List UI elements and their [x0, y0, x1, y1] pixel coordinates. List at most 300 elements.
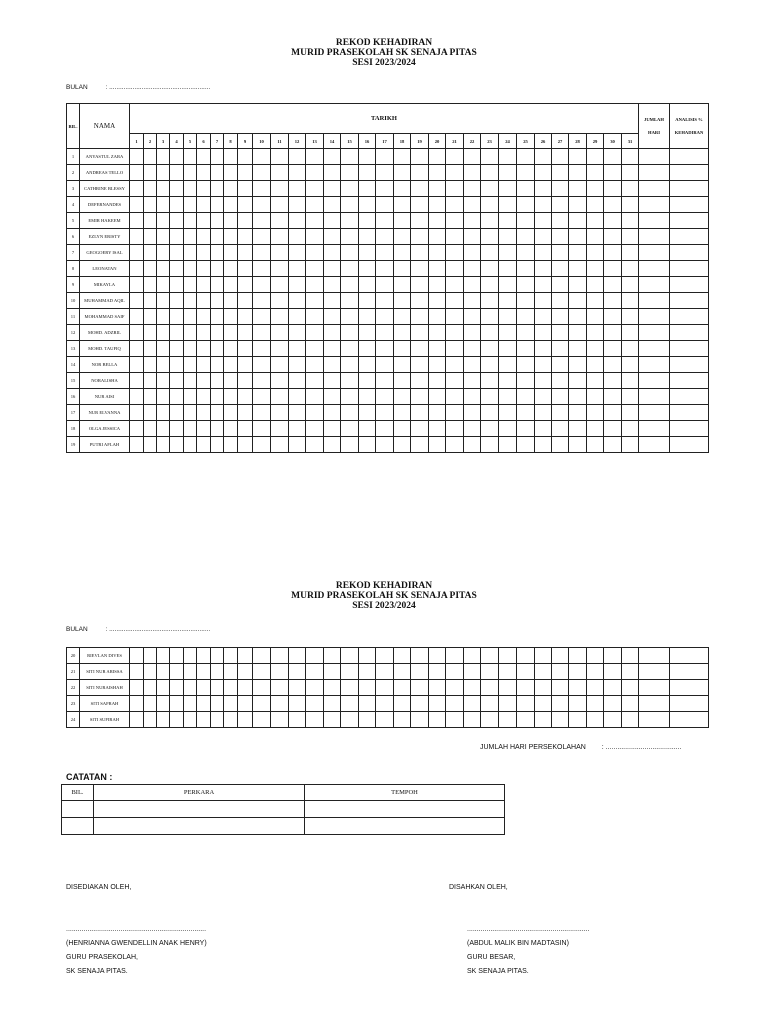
attendance-cell[interactable] [411, 421, 429, 437]
attendance-cell[interactable] [289, 696, 306, 712]
attendance-cell[interactable] [499, 149, 517, 165]
attendance-cell[interactable] [587, 213, 604, 229]
attendance-cell[interactable] [411, 405, 429, 421]
attendance-cell[interactable] [197, 181, 211, 197]
attendance-cell[interactable] [238, 437, 253, 453]
attendance-cell[interactable] [253, 309, 271, 325]
attendance-cell[interactable] [130, 229, 144, 245]
attendance-cell[interactable] [211, 341, 224, 357]
attendance-cell[interactable] [517, 309, 535, 325]
attendance-cell[interactable] [253, 437, 271, 453]
attendance-cell[interactable] [224, 405, 238, 421]
attendance-cell[interactable] [238, 712, 253, 728]
attendance-cell[interactable] [157, 357, 170, 373]
attendance-cell[interactable] [535, 149, 552, 165]
catatan-cell[interactable] [62, 801, 94, 818]
attendance-cell[interactable] [535, 421, 552, 437]
attendance-cell[interactable] [429, 181, 446, 197]
attendance-cell[interactable] [306, 245, 324, 261]
analisis-cell[interactable] [670, 213, 709, 229]
attendance-cell[interactable] [394, 389, 411, 405]
attendance-cell[interactable] [569, 680, 587, 696]
attendance-cell[interactable] [464, 293, 481, 309]
attendance-cell[interactable] [499, 405, 517, 421]
attendance-cell[interactable] [376, 277, 394, 293]
attendance-cell[interactable] [253, 341, 271, 357]
attendance-cell[interactable] [130, 648, 144, 664]
attendance-cell[interactable] [130, 437, 144, 453]
attendance-cell[interactable] [517, 648, 535, 664]
attendance-cell[interactable] [238, 696, 253, 712]
attendance-cell[interactable] [446, 664, 464, 680]
attendance-cell[interactable] [324, 213, 341, 229]
attendance-cell[interactable] [170, 261, 184, 277]
attendance-cell[interactable] [587, 277, 604, 293]
attendance-cell[interactable] [341, 712, 359, 728]
attendance-cell[interactable] [411, 149, 429, 165]
attendance-cell[interactable] [306, 648, 324, 664]
attendance-cell[interactable] [587, 712, 604, 728]
attendance-cell[interactable] [552, 293, 569, 309]
attendance-cell[interactable] [499, 245, 517, 261]
attendance-cell[interactable] [197, 341, 211, 357]
attendance-cell[interactable] [622, 149, 639, 165]
attendance-cell[interactable] [289, 405, 306, 421]
analisis-cell[interactable] [670, 293, 709, 309]
attendance-cell[interactable] [604, 437, 622, 453]
attendance-cell[interactable] [157, 648, 170, 664]
attendance-cell[interactable] [289, 165, 306, 181]
attendance-cell[interactable] [184, 181, 197, 197]
attendance-cell[interactable] [429, 696, 446, 712]
attendance-cell[interactable] [184, 213, 197, 229]
attendance-cell[interactable] [341, 325, 359, 341]
analisis-cell[interactable] [670, 648, 709, 664]
attendance-cell[interactable] [587, 229, 604, 245]
jumlah-hari-cell[interactable] [639, 648, 670, 664]
attendance-cell[interactable] [197, 437, 211, 453]
analisis-cell[interactable] [670, 680, 709, 696]
attendance-cell[interactable] [289, 229, 306, 245]
attendance-cell[interactable] [411, 197, 429, 213]
attendance-cell[interactable] [464, 325, 481, 341]
attendance-cell[interactable] [253, 293, 271, 309]
attendance-cell[interactable] [464, 165, 481, 181]
attendance-cell[interactable] [324, 181, 341, 197]
attendance-cell[interactable] [238, 389, 253, 405]
attendance-cell[interactable] [130, 293, 144, 309]
attendance-cell[interactable] [411, 680, 429, 696]
attendance-cell[interactable] [170, 197, 184, 213]
attendance-cell[interactable] [622, 421, 639, 437]
attendance-cell[interactable] [411, 325, 429, 341]
attendance-cell[interactable] [130, 261, 144, 277]
attendance-cell[interactable] [587, 325, 604, 341]
attendance-cell[interactable] [569, 357, 587, 373]
attendance-cell[interactable] [359, 181, 376, 197]
attendance-cell[interactable] [569, 405, 587, 421]
attendance-cell[interactable] [411, 341, 429, 357]
attendance-cell[interactable] [324, 197, 341, 213]
attendance-cell[interactable] [604, 325, 622, 341]
attendance-cell[interactable] [211, 357, 224, 373]
attendance-cell[interactable] [359, 165, 376, 181]
attendance-cell[interactable] [238, 680, 253, 696]
attendance-cell[interactable] [253, 213, 271, 229]
attendance-cell[interactable] [197, 261, 211, 277]
attendance-cell[interactable] [552, 197, 569, 213]
attendance-cell[interactable] [446, 373, 464, 389]
attendance-cell[interactable] [157, 437, 170, 453]
attendance-cell[interactable] [517, 712, 535, 728]
attendance-cell[interactable] [184, 664, 197, 680]
attendance-cell[interactable] [464, 149, 481, 165]
attendance-cell[interactable] [197, 357, 211, 373]
attendance-cell[interactable] [587, 405, 604, 421]
attendance-cell[interactable] [552, 648, 569, 664]
attendance-cell[interactable] [184, 325, 197, 341]
attendance-cell[interactable] [271, 648, 289, 664]
attendance-cell[interactable] [197, 648, 211, 664]
attendance-cell[interactable] [622, 261, 639, 277]
jumlah-hari-cell[interactable] [639, 357, 670, 373]
attendance-cell[interactable] [359, 664, 376, 680]
attendance-cell[interactable] [306, 213, 324, 229]
analisis-cell[interactable] [670, 421, 709, 437]
attendance-cell[interactable] [144, 309, 157, 325]
attendance-cell[interactable] [170, 277, 184, 293]
attendance-cell[interactable] [253, 197, 271, 213]
attendance-cell[interactable] [306, 309, 324, 325]
attendance-cell[interactable] [184, 197, 197, 213]
attendance-cell[interactable] [130, 712, 144, 728]
attendance-cell[interactable] [144, 405, 157, 421]
attendance-cell[interactable] [376, 309, 394, 325]
attendance-cell[interactable] [587, 309, 604, 325]
jumlah-hari-cell[interactable] [639, 421, 670, 437]
attendance-cell[interactable] [376, 181, 394, 197]
attendance-cell[interactable] [446, 421, 464, 437]
attendance-cell[interactable] [211, 325, 224, 341]
attendance-cell[interactable] [324, 293, 341, 309]
attendance-cell[interactable] [464, 664, 481, 680]
attendance-cell[interactable] [170, 680, 184, 696]
attendance-cell[interactable] [341, 181, 359, 197]
attendance-cell[interactable] [622, 213, 639, 229]
attendance-cell[interactable] [429, 437, 446, 453]
attendance-cell[interactable] [481, 648, 499, 664]
attendance-cell[interactable] [289, 421, 306, 437]
attendance-cell[interactable] [394, 405, 411, 421]
attendance-cell[interactable] [238, 341, 253, 357]
attendance-cell[interactable] [289, 245, 306, 261]
attendance-cell[interactable] [535, 341, 552, 357]
attendance-cell[interactable] [411, 696, 429, 712]
attendance-cell[interactable] [464, 261, 481, 277]
attendance-cell[interactable] [130, 389, 144, 405]
attendance-cell[interactable] [622, 437, 639, 453]
attendance-cell[interactable] [224, 421, 238, 437]
attendance-cell[interactable] [184, 389, 197, 405]
attendance-cell[interactable] [197, 680, 211, 696]
attendance-cell[interactable] [144, 213, 157, 229]
attendance-cell[interactable] [569, 181, 587, 197]
attendance-cell[interactable] [144, 293, 157, 309]
attendance-cell[interactable] [359, 309, 376, 325]
attendance-cell[interactable] [535, 325, 552, 341]
attendance-cell[interactable] [341, 341, 359, 357]
attendance-cell[interactable] [446, 181, 464, 197]
attendance-cell[interactable] [157, 405, 170, 421]
attendance-cell[interactable] [238, 149, 253, 165]
attendance-cell[interactable] [238, 325, 253, 341]
attendance-cell[interactable] [306, 277, 324, 293]
attendance-cell[interactable] [289, 341, 306, 357]
attendance-cell[interactable] [517, 165, 535, 181]
attendance-cell[interactable] [130, 309, 144, 325]
attendance-cell[interactable] [394, 229, 411, 245]
attendance-cell[interactable] [306, 293, 324, 309]
attendance-cell[interactable] [197, 421, 211, 437]
attendance-cell[interactable] [622, 197, 639, 213]
attendance-cell[interactable] [481, 181, 499, 197]
attendance-cell[interactable] [157, 165, 170, 181]
attendance-cell[interactable] [394, 197, 411, 213]
attendance-cell[interactable] [144, 664, 157, 680]
attendance-cell[interactable] [552, 277, 569, 293]
attendance-cell[interactable] [535, 357, 552, 373]
attendance-cell[interactable] [604, 245, 622, 261]
attendance-cell[interactable] [376, 373, 394, 389]
attendance-cell[interactable] [170, 325, 184, 341]
attendance-cell[interactable] [517, 197, 535, 213]
attendance-cell[interactable] [394, 325, 411, 341]
attendance-cell[interactable] [446, 261, 464, 277]
attendance-cell[interactable] [238, 261, 253, 277]
attendance-cell[interactable] [170, 357, 184, 373]
attendance-cell[interactable] [499, 293, 517, 309]
attendance-cell[interactable] [411, 293, 429, 309]
attendance-cell[interactable] [324, 680, 341, 696]
attendance-cell[interactable] [622, 357, 639, 373]
attendance-cell[interactable] [224, 664, 238, 680]
attendance-cell[interactable] [157, 149, 170, 165]
attendance-cell[interactable] [552, 664, 569, 680]
attendance-cell[interactable] [224, 245, 238, 261]
attendance-cell[interactable] [359, 405, 376, 421]
attendance-cell[interactable] [306, 664, 324, 680]
attendance-cell[interactable] [359, 680, 376, 696]
attendance-cell[interactable] [394, 293, 411, 309]
attendance-cell[interactable] [253, 325, 271, 341]
attendance-cell[interactable] [394, 696, 411, 712]
attendance-cell[interactable] [499, 712, 517, 728]
attendance-cell[interactable] [622, 325, 639, 341]
attendance-cell[interactable] [238, 309, 253, 325]
analisis-cell[interactable] [670, 309, 709, 325]
attendance-cell[interactable] [253, 181, 271, 197]
attendance-cell[interactable] [211, 293, 224, 309]
attendance-cell[interactable] [157, 341, 170, 357]
attendance-cell[interactable] [211, 229, 224, 245]
attendance-cell[interactable] [604, 149, 622, 165]
attendance-cell[interactable] [157, 213, 170, 229]
attendance-cell[interactable] [306, 261, 324, 277]
attendance-cell[interactable] [587, 664, 604, 680]
attendance-cell[interactable] [289, 437, 306, 453]
attendance-cell[interactable] [481, 357, 499, 373]
attendance-cell[interactable] [604, 664, 622, 680]
attendance-cell[interactable] [224, 437, 238, 453]
attendance-cell[interactable] [446, 229, 464, 245]
attendance-cell[interactable] [517, 277, 535, 293]
attendance-cell[interactable] [184, 245, 197, 261]
attendance-cell[interactable] [271, 680, 289, 696]
attendance-cell[interactable] [359, 149, 376, 165]
attendance-cell[interactable] [587, 293, 604, 309]
attendance-cell[interactable] [464, 680, 481, 696]
attendance-cell[interactable] [604, 357, 622, 373]
attendance-cell[interactable] [464, 712, 481, 728]
attendance-cell[interactable] [144, 357, 157, 373]
attendance-cell[interactable] [341, 357, 359, 373]
attendance-cell[interactable] [211, 648, 224, 664]
attendance-cell[interactable] [253, 165, 271, 181]
attendance-cell[interactable] [324, 664, 341, 680]
attendance-cell[interactable] [535, 277, 552, 293]
attendance-cell[interactable] [376, 696, 394, 712]
attendance-cell[interactable] [211, 165, 224, 181]
attendance-cell[interactable] [552, 229, 569, 245]
attendance-cell[interactable] [394, 357, 411, 373]
attendance-cell[interactable] [376, 261, 394, 277]
attendance-cell[interactable] [499, 680, 517, 696]
attendance-cell[interactable] [359, 712, 376, 728]
attendance-cell[interactable] [411, 309, 429, 325]
attendance-cell[interactable] [197, 245, 211, 261]
attendance-cell[interactable] [341, 213, 359, 229]
attendance-cell[interactable] [359, 197, 376, 213]
attendance-cell[interactable] [376, 165, 394, 181]
jumlah-hari-cell[interactable] [639, 165, 670, 181]
attendance-cell[interactable] [130, 149, 144, 165]
attendance-cell[interactable] [552, 389, 569, 405]
attendance-cell[interactable] [481, 680, 499, 696]
attendance-cell[interactable] [157, 197, 170, 213]
attendance-cell[interactable] [253, 664, 271, 680]
attendance-cell[interactable] [552, 437, 569, 453]
attendance-cell[interactable] [446, 213, 464, 229]
attendance-cell[interactable] [517, 181, 535, 197]
attendance-cell[interactable] [144, 437, 157, 453]
attendance-cell[interactable] [464, 648, 481, 664]
attendance-cell[interactable] [306, 421, 324, 437]
attendance-cell[interactable] [517, 389, 535, 405]
attendance-cell[interactable] [306, 373, 324, 389]
jumlah-hari-cell[interactable] [639, 696, 670, 712]
attendance-cell[interactable] [517, 341, 535, 357]
attendance-cell[interactable] [271, 712, 289, 728]
attendance-cell[interactable] [170, 389, 184, 405]
attendance-cell[interactable] [376, 197, 394, 213]
attendance-cell[interactable] [238, 405, 253, 421]
attendance-cell[interactable] [622, 680, 639, 696]
attendance-cell[interactable] [224, 309, 238, 325]
attendance-cell[interactable] [224, 712, 238, 728]
attendance-cell[interactable] [197, 373, 211, 389]
attendance-cell[interactable] [411, 664, 429, 680]
attendance-cell[interactable] [622, 245, 639, 261]
attendance-cell[interactable] [394, 680, 411, 696]
jumlah-hari-cell[interactable] [639, 680, 670, 696]
attendance-cell[interactable] [622, 229, 639, 245]
attendance-cell[interactable] [170, 165, 184, 181]
attendance-cell[interactable] [306, 341, 324, 357]
attendance-cell[interactable] [341, 261, 359, 277]
attendance-cell[interactable] [394, 149, 411, 165]
attendance-cell[interactable] [271, 197, 289, 213]
attendance-cell[interactable] [324, 245, 341, 261]
attendance-cell[interactable] [224, 325, 238, 341]
attendance-cell[interactable] [411, 261, 429, 277]
attendance-cell[interactable] [271, 309, 289, 325]
attendance-cell[interactable] [130, 373, 144, 389]
attendance-cell[interactable] [604, 421, 622, 437]
attendance-cell[interactable] [446, 197, 464, 213]
attendance-cell[interactable] [130, 405, 144, 421]
attendance-cell[interactable] [238, 373, 253, 389]
attendance-cell[interactable] [604, 165, 622, 181]
attendance-cell[interactable] [622, 277, 639, 293]
attendance-cell[interactable] [170, 664, 184, 680]
attendance-cell[interactable] [271, 696, 289, 712]
analisis-cell[interactable] [670, 181, 709, 197]
attendance-cell[interactable] [130, 213, 144, 229]
attendance-cell[interactable] [211, 149, 224, 165]
attendance-cell[interactable] [341, 648, 359, 664]
attendance-cell[interactable] [604, 373, 622, 389]
attendance-cell[interactable] [253, 357, 271, 373]
attendance-cell[interactable] [359, 357, 376, 373]
attendance-cell[interactable] [197, 325, 211, 341]
attendance-cell[interactable] [359, 421, 376, 437]
attendance-cell[interactable] [359, 245, 376, 261]
attendance-cell[interactable] [394, 437, 411, 453]
attendance-cell[interactable] [238, 357, 253, 373]
attendance-cell[interactable] [604, 181, 622, 197]
attendance-cell[interactable] [464, 309, 481, 325]
attendance-cell[interactable] [211, 664, 224, 680]
attendance-cell[interactable] [622, 341, 639, 357]
attendance-cell[interactable] [211, 696, 224, 712]
attendance-cell[interactable] [306, 357, 324, 373]
attendance-cell[interactable] [446, 696, 464, 712]
attendance-cell[interactable] [289, 648, 306, 664]
attendance-cell[interactable] [324, 648, 341, 664]
attendance-cell[interactable] [289, 373, 306, 389]
attendance-cell[interactable] [271, 325, 289, 341]
attendance-cell[interactable] [184, 357, 197, 373]
attendance-cell[interactable] [394, 421, 411, 437]
attendance-cell[interactable] [170, 293, 184, 309]
jumlah-hari-cell[interactable] [639, 197, 670, 213]
attendance-cell[interactable] [341, 229, 359, 245]
attendance-cell[interactable] [429, 165, 446, 181]
attendance-cell[interactable] [306, 165, 324, 181]
attendance-cell[interactable] [184, 309, 197, 325]
jumlah-hari-cell[interactable] [639, 309, 670, 325]
attendance-cell[interactable] [144, 181, 157, 197]
